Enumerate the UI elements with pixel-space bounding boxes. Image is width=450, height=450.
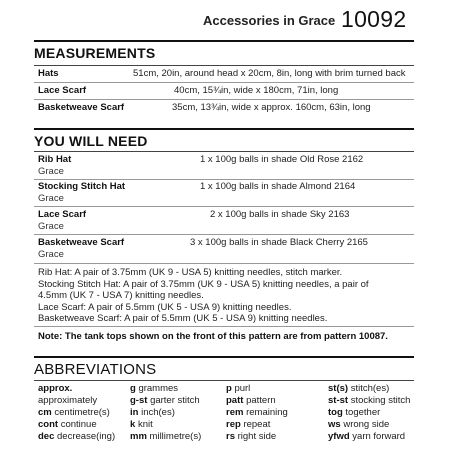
measurements-title: MEASUREMENTS — [34, 45, 156, 61]
abbreviation-entry: k knit — [130, 419, 153, 430]
abbreviation-entry: dec decrease(ing) — [38, 431, 116, 442]
abbreviation-entry: approximately — [38, 395, 98, 406]
needles-list — [38, 267, 418, 325]
abbreviation-entry: yfwd yarn forward — [328, 431, 406, 442]
pattern-note: Note: The tank tops shown on the front of this pattern are from pattern 10087. — [38, 331, 388, 342]
needle-line: Lace Scarf: A pair of 5.5mm (UK 5 - USA 9) knitting needles. — [38, 301, 292, 313]
abbreviation-entry: rep repeat — [226, 419, 271, 430]
pattern-header — [0, 6, 450, 30]
item-label: Stocking Stitch Hat — [38, 181, 126, 192]
pattern-number: 10092 — [341, 6, 407, 32]
divider — [34, 151, 414, 152]
yarn-name: Grace — [38, 221, 64, 232]
item-quantity: 1 x 100g balls in shade Old Rose 2162 — [200, 154, 364, 165]
yarn-name: Grace — [38, 193, 64, 204]
needle-line: Basketweave Scarf: A pair of 5.5mm (UK 5 - USA 9) knitting needles. — [38, 313, 328, 324]
needle-line: Stocking Stitch Hat: A pair of 3.75mm (UK 9 - USA 5) knitting needles, a pair of — [38, 278, 369, 290]
divider — [34, 263, 414, 264]
abbreviation-entry: ws wrong side — [328, 419, 390, 430]
item-quantity: 2 x 100g balls in shade Sky 2163 — [210, 209, 350, 220]
divider — [34, 65, 414, 66]
measurement-label: Basketweave Scarf — [38, 102, 125, 113]
abbreviation-entry: tog together — [328, 407, 381, 418]
measurement-label: Lace Scarf — [38, 85, 87, 96]
measurement-value: 40cm, 15¾in, wide x 180cm, 71in, long — [174, 85, 339, 96]
needle-line: Rib Hat: A pair of 3.75mm (UK 9 - USA 5) knitting needles, stitch marker. — [38, 267, 343, 278]
abbreviation-entry: st-st stocking stitch — [328, 395, 411, 406]
abbreviation-entry: g grammes — [130, 383, 179, 394]
divider — [34, 99, 414, 100]
yarn-name: Grace — [38, 249, 64, 260]
divider — [34, 326, 414, 327]
abbreviation-entry: mm millimetre(s) — [130, 431, 202, 442]
divider — [34, 40, 414, 42]
abbreviation-entry: cont continue — [38, 419, 97, 430]
needle-line: 4.5mm (UK 7 - USA 7) knitting needles. — [38, 290, 204, 301]
measurement-value: 35cm, 13¾in, wide x approx. 160cm, 63in, long — [172, 102, 371, 113]
item-label: Lace Scarf — [38, 209, 87, 220]
divider — [34, 234, 414, 235]
abbreviation-entry: approx. — [38, 383, 73, 394]
abbreviation-entry: st(s) stitch(es) — [328, 383, 390, 394]
item-label: Basketweave Scarf — [38, 237, 125, 248]
abbreviations-title: ABBREVIATIONS — [34, 361, 157, 378]
divider — [34, 380, 414, 381]
item-quantity: 3 x 100g balls in shade Black Cherry 2165 — [190, 237, 368, 248]
abbreviation-entry: patt pattern — [226, 395, 276, 406]
abbreviation-entry: p purl — [226, 383, 251, 394]
abbreviation-entry: rem remaining — [226, 407, 288, 418]
divider — [34, 82, 414, 83]
you-will-need-title: YOU WILL NEED — [34, 133, 148, 149]
divider — [34, 206, 414, 207]
abbreviation-entry: g-st garter stitch — [130, 395, 200, 406]
abbreviation-entry: rs right side — [226, 431, 277, 442]
divider — [34, 356, 414, 358]
abbreviation-entry: in inch(es) — [130, 407, 175, 418]
pattern-subtitle: Accessories in Grace — [203, 13, 336, 28]
divider — [34, 179, 414, 180]
yarn-name: Grace — [38, 166, 64, 177]
item-quantity: 1 x 100g balls in shade Almond 2164 — [200, 181, 356, 192]
item-label: Rib Hat — [38, 154, 72, 165]
divider — [34, 128, 414, 130]
measurement-label: Hats — [38, 68, 59, 79]
measurement-value: 51cm, 20in, around head x 20cm, 8in, long with brim turned back — [133, 68, 406, 79]
abbreviation-entry: cm centimetre(s) — [38, 407, 110, 418]
